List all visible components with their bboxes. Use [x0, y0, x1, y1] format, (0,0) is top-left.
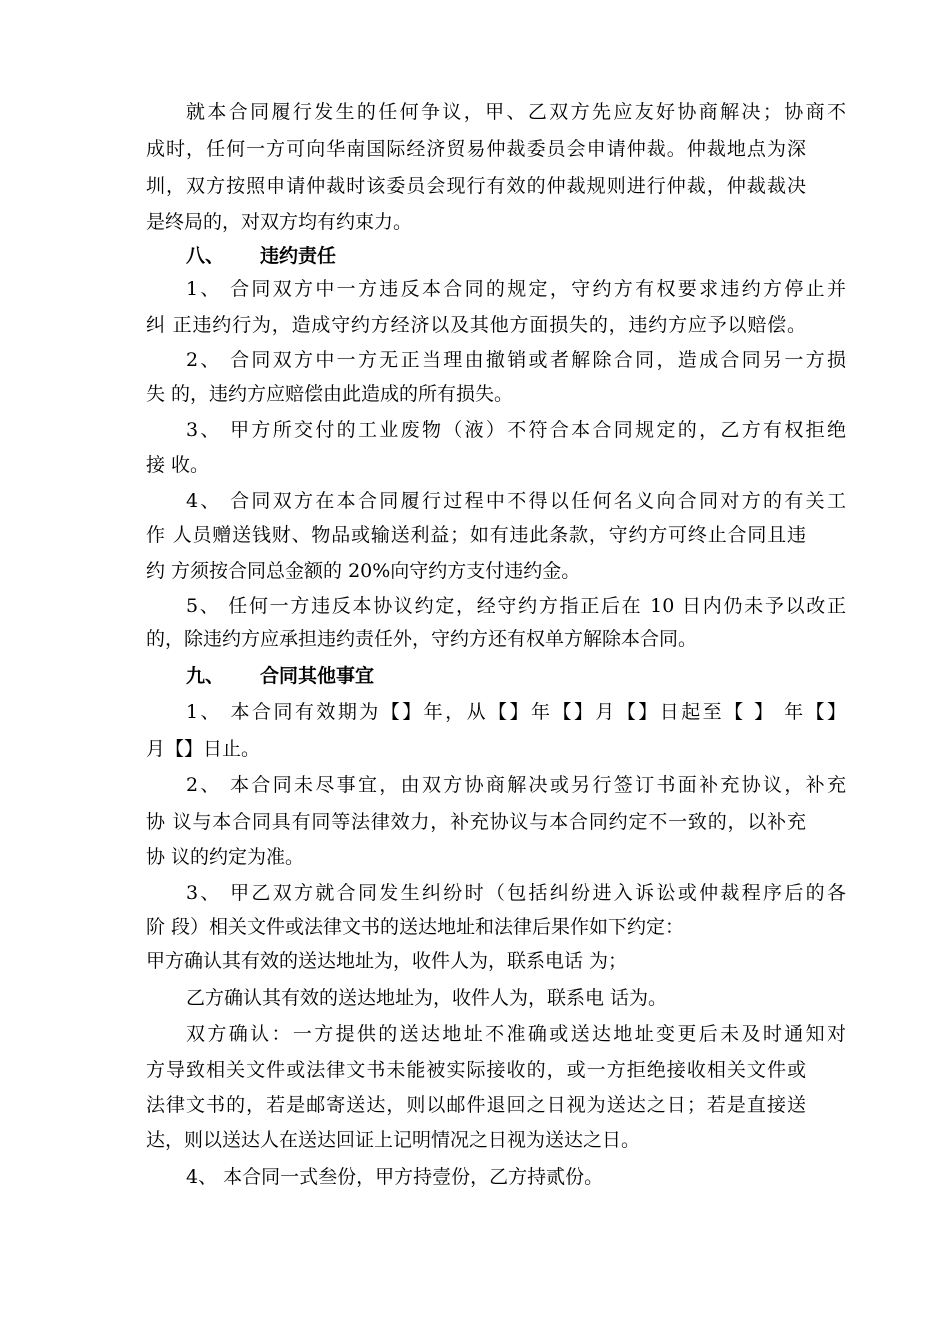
breach-item-4-line-2: 作 人员赠送钱财、物品或输送利益；如有违此条款，守约方可终止合同且违 [146, 524, 806, 546]
dispute-line-2: 成时，任何一方可向华南国际经济贸易仲裁委员会申请仲裁。仲裁地点为深 [146, 138, 806, 160]
breach-item-1-line-1: 1、 合同双方中一方违反本合同的规定，守约方有权要求违约方停止并 [186, 278, 846, 300]
breach-item-2-line-2: 失 的，违约方应赔偿由此造成的所有损失。 [146, 383, 514, 405]
party-b-address-line: 乙方确认其有效的送达地址为，收件人为，联系电 话为。 [186, 987, 668, 1009]
breach-item-4-line-1: 4、 合同双方在本合同履行过程中不得以任何名义向合同对方的有关工 [186, 490, 846, 512]
party-a-address-line: 甲方确认其有效的送达地址为，收件人为，联系电话 为； [146, 950, 628, 972]
section-9-heading [186, 663, 846, 689]
dispute-line-4: 是终局的，对双方均有约束力。 [146, 211, 413, 233]
breach-item-2-line-1: 2、 合同双方中一方无正当理由撤销或者解除合同，造成合同另一方损 [186, 349, 846, 371]
confirm-line-2: 方导致相关文件或法律文书未能被实际接收的，或一方拒绝接收相关文件或 [146, 1059, 806, 1081]
section-9-number: 九、 [186, 665, 225, 687]
section-8-number: 八、 [186, 245, 225, 267]
other-item-3-line-1: 3、 甲乙双方就合同发生纠纷时（包括纠纷进入诉讼或仲裁程序后的各 [186, 882, 846, 904]
dispute-line-3: 圳，双方按照申请仲裁时该委员会现行有效的仲裁规则进行仲裁，仲裁裁决 [146, 175, 806, 197]
section-8-title: 违约责任 [260, 245, 337, 267]
section-8-heading [186, 243, 846, 269]
breach-item-3-line-2: 接 收。 [146, 454, 210, 476]
other-item-4-line: 4、 本合同一式叁份，甲方持壹份，乙方持贰份。 [186, 1166, 604, 1188]
breach-item-3-line-1: 3、 甲方所交付的工业废物（液）不符合本合同规定的，乙方有权拒绝 [186, 419, 846, 441]
dispute-line-1: 就本合同履行发生的任何争议，甲、乙双方先应友好协商解决；协商不 [186, 101, 846, 123]
breach-item-4-line-3: 约 方须按合同总金额的 20%向守约方支付违约金。 [146, 560, 581, 582]
other-item-2-line-2: 协 议与本合同具有同等法律效力，补充协议与本合同约定不一致的，以补充 [146, 811, 806, 833]
breach-item-5-line-1: 5、 任何一方违反本协议约定，经守约方指正后在 10 日内仍未予以改正 [186, 595, 846, 617]
breach-item-1-line-2: 纠 正违约行为，造成守约方经济以及其他方面损失的，违约方应予以赔偿。 [146, 314, 806, 336]
other-item-1-line-2: 月【】日止。 [146, 738, 261, 760]
other-item-1-line-1: 1、 本合同有效期为【】年，从【】年【】月【】日起至【 】 年【】 [186, 701, 846, 723]
other-item-2-line-3: 协 议的约定为准。 [146, 846, 305, 868]
confirm-line-3: 法律文书的，若是邮寄送达，则以邮件退回之日视为送达之日；若是直接送 [146, 1094, 806, 1116]
section-9-title: 合同其他事宜 [260, 665, 375, 687]
other-item-3-line-2: 阶 段）相关文件或法律文书的送达地址和法律后果作如下约定： [146, 916, 685, 938]
other-item-2-line-1: 2、 本合同未尽事宜，由双方协商解决或另行签订书面补充协议，补充 [186, 774, 846, 796]
breach-item-5-line-2: 的，除违约方应承担违约责任外，守约方还有权单方解除本合同。 [146, 628, 698, 650]
confirm-line-4: 达，则以送达人在送达回证上记明情况之日视为送达之日。 [146, 1129, 641, 1151]
confirm-line-1: 双方确认：一方提供的送达地址不准确或送达地址变更后未及时通知对 [186, 1023, 846, 1045]
